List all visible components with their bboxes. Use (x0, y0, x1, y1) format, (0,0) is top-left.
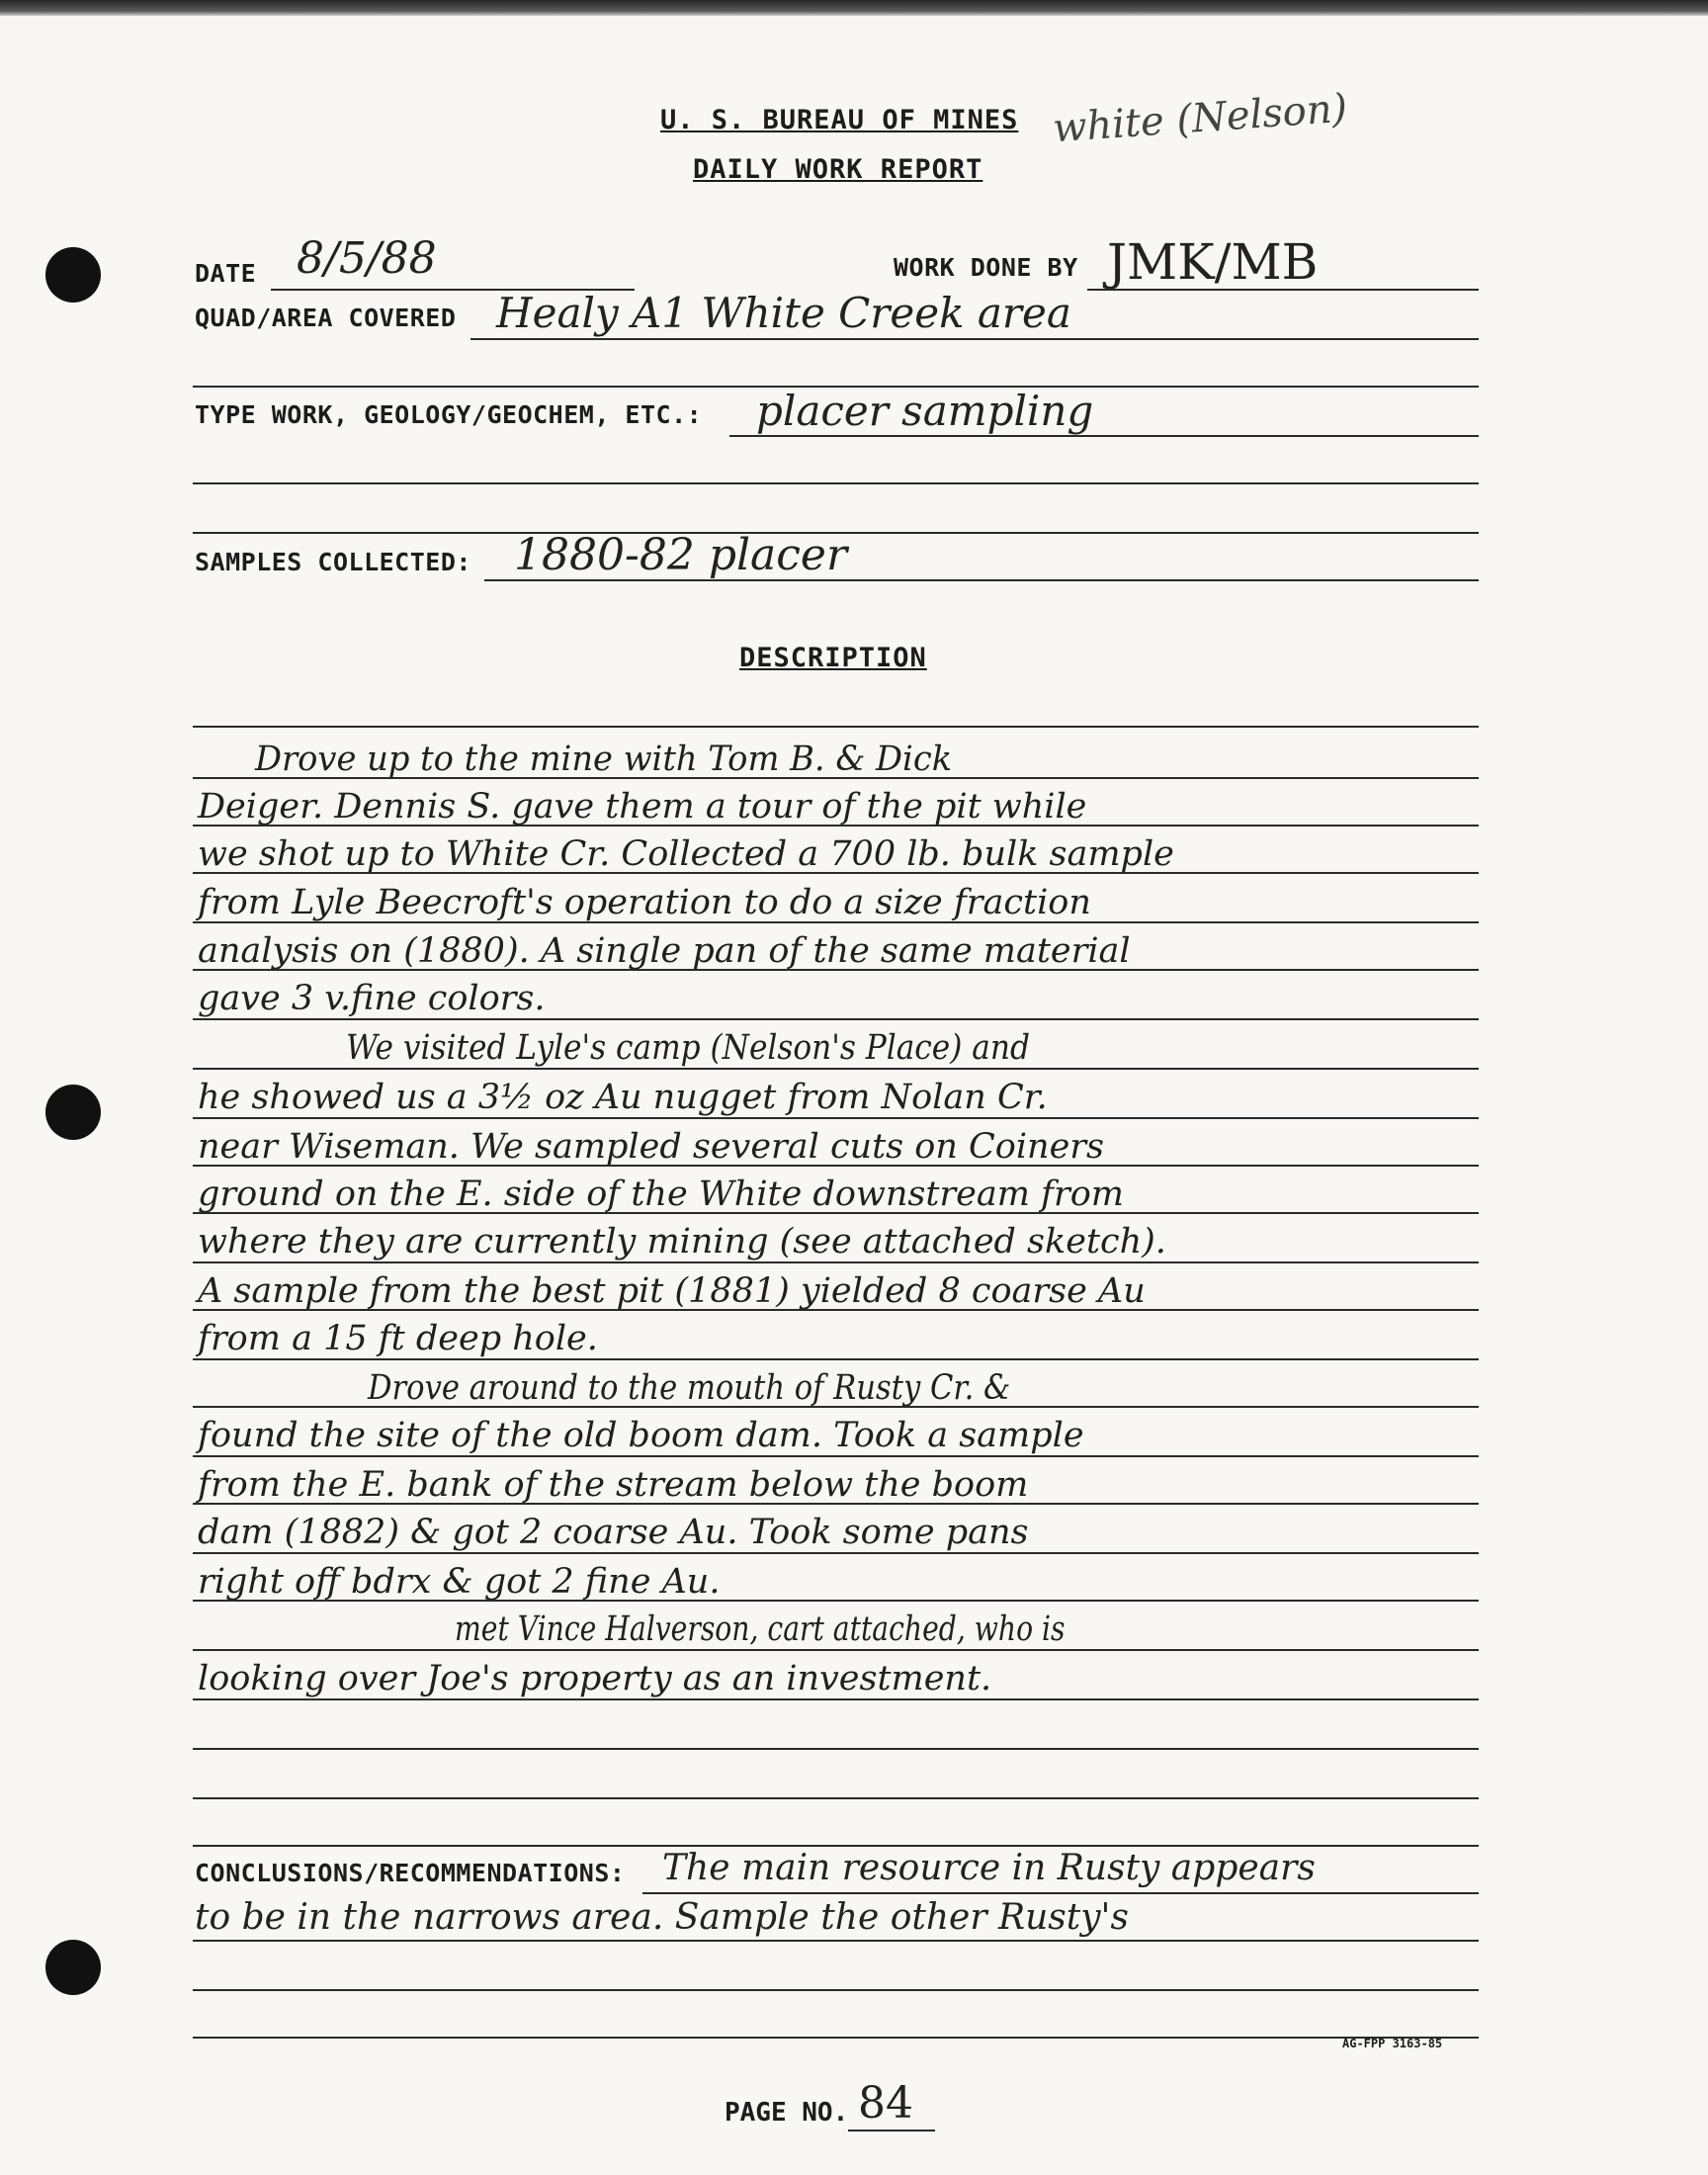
conclusions-label: CONCLUSIONS/RECOMMENDATIONS: (195, 1859, 626, 1887)
description-line-19: met Vince Halverson, cart attached, who is (455, 1610, 1066, 1649)
description-line-18: right off bdrx & got 2 fine Au. (198, 1562, 721, 1602)
description-rule-10 (193, 1212, 1479, 1214)
samples-collected-rule (484, 579, 1479, 581)
description-line-9: near Wiseman. We sampled several cuts on Coiners (198, 1127, 1104, 1167)
type-work-rule-1 (729, 435, 1479, 437)
description-rule-11 (193, 1262, 1479, 1263)
scan-top-edge (0, 0, 1708, 16)
conclusions-rule-2 (193, 1940, 1479, 1942)
description-line-11: where they are currently mining (see attached sketch). (198, 1222, 1166, 1262)
work-done-by-value: JMK/MB (1107, 233, 1319, 291)
description-rule-3 (193, 872, 1479, 874)
description-rule-13 (193, 1358, 1479, 1360)
description-heading: DESCRIPTION (739, 643, 927, 673)
samples-collected-label: SAMPLES COLLECTED: (195, 548, 471, 576)
description-rule-1 (193, 777, 1479, 779)
work-done-by-rule (1087, 289, 1479, 291)
description-line-10: ground on the E. side of the White downstream from (198, 1174, 1124, 1214)
description-rule-20 (193, 1698, 1479, 1700)
description-line-20: looking over Joe's property as an investment. (198, 1659, 992, 1698)
date-value: 8/5/88 (297, 233, 437, 284)
description-line-13: from a 15 ft deep hole. (198, 1319, 598, 1358)
punch-hole-top (45, 247, 101, 303)
description-rule-5 (193, 969, 1479, 971)
description-rule-22 (193, 1797, 1479, 1799)
description-line-17: dam (1882) & got 2 coarse Au. Took some pans (198, 1513, 1029, 1552)
description-line-7: We visited Lyle's camp (Nelson's Place) and (346, 1028, 1030, 1068)
description-line-15: found the site of the old boom dam. Took a sample (198, 1416, 1084, 1455)
page-number-label: PAGE NO. (725, 2098, 849, 2128)
conclusions-rule-1 (642, 1892, 1479, 1894)
description-rule-15 (193, 1455, 1479, 1457)
description-rule-8 (193, 1117, 1479, 1119)
quad-area-value: Healy A1 White Creek area (496, 289, 1071, 337)
description-rule-19 (193, 1649, 1479, 1651)
quad-area-rule-1 (470, 338, 1479, 340)
quad-area-label: QUAD/AREA COVERED (195, 304, 457, 332)
type-work-rule-2 (193, 482, 1479, 484)
work-done-by-label: WORK DONE BY (894, 253, 1078, 282)
form-code: AG-FPP 3163-85 (1342, 2037, 1443, 2050)
description-line-8: he showed us a 3½ oz Au nugget from Nolan Cr. (198, 1078, 1048, 1117)
description-line-12: A sample from the best pit (1881) yielded 8 coarse Au (198, 1271, 1146, 1311)
description-rule-17 (193, 1552, 1479, 1554)
description-line-14: Drove around to the mouth of Rusty Cr. & (368, 1368, 1011, 1408)
punch-hole-bottom (45, 1940, 101, 1995)
description-rule-4 (193, 921, 1479, 923)
description-line-5: analysis on (1880). A single pan of the same material (198, 931, 1131, 971)
description-line-4: from Lyle Beecroft's operation to do a size fraction (198, 883, 1091, 922)
agency-heading: U. S. BUREAU OF MINES (660, 105, 1019, 135)
samples-collected-value: 1880-82 placer (514, 530, 848, 580)
conclusions-rule-4 (193, 2037, 1479, 2039)
handwritten-margin-note: white (Nelson) (1051, 85, 1349, 152)
conclusions-line-2: to be in the narrows area. Sample the other Rusty's (195, 1897, 1129, 1938)
type-work-value: placer sampling (756, 387, 1094, 435)
description-rule-21 (193, 1748, 1479, 1750)
description-line-2: Deiger. Dennis S. gave them a tour of the pit while (198, 787, 1087, 826)
description-rule-14 (193, 1406, 1479, 1408)
description-rule-18 (193, 1600, 1479, 1602)
description-line-1: Drove up to the mine with Tom B. & Dick (255, 740, 953, 779)
description-line-16: from the E. bank of the stream below the boom (198, 1465, 1029, 1505)
description-line-3: we shot up to White Cr. Collected a 700 lb. bulk sample (198, 834, 1174, 874)
description-rule-16 (193, 1503, 1479, 1505)
description-rule-9 (193, 1165, 1479, 1167)
description-rule-6 (193, 1018, 1479, 1020)
conclusions-line-1: The main resource in Rusty appears (662, 1848, 1316, 1888)
type-work-label: TYPE WORK, GEOLOGY/GEOCHEM, ETC.: (195, 400, 703, 429)
page-number-value: 84 (858, 2078, 913, 2129)
description-line-6: gave 3 v.fine colors. (198, 979, 546, 1018)
report-title: DAILY WORK REPORT (693, 154, 983, 185)
description-top-rule (193, 726, 1479, 728)
description-rule-23 (193, 1845, 1479, 1847)
date-label: DATE (195, 259, 257, 288)
description-rule-7 (193, 1068, 1479, 1070)
punch-hole-middle (45, 1085, 101, 1140)
page-number-rule (848, 2130, 935, 2132)
description-rule-2 (193, 825, 1479, 826)
description-rule-12 (193, 1309, 1479, 1311)
conclusions-rule-3 (193, 1989, 1479, 1991)
